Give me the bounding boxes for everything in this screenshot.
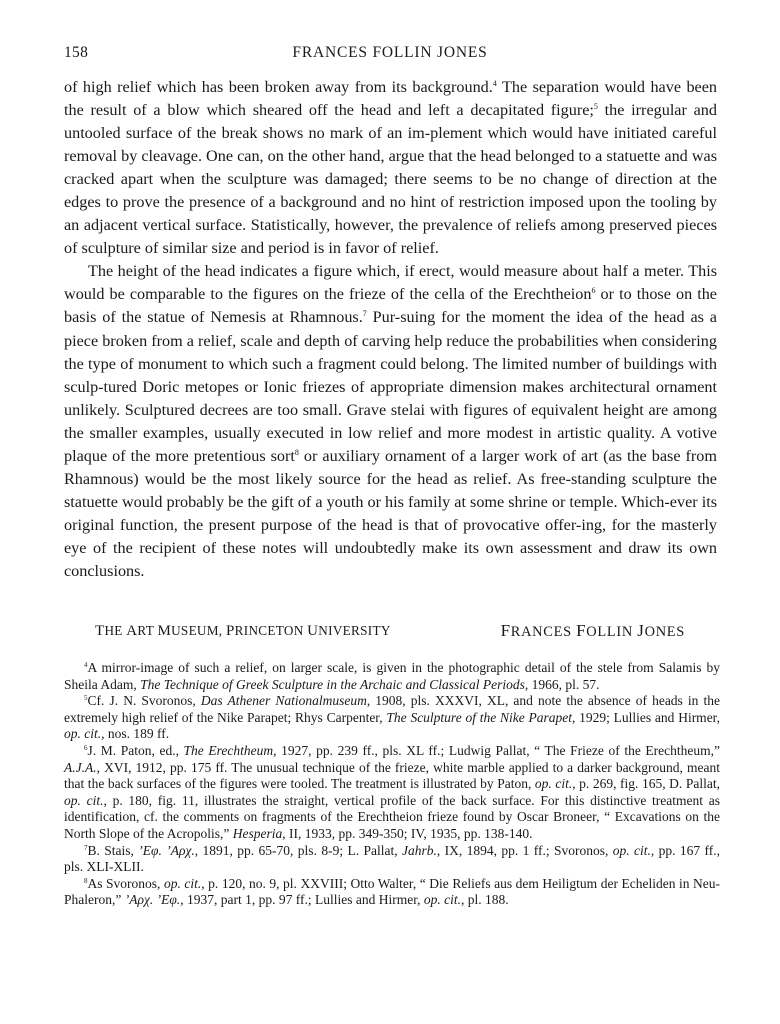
- cited-title: ’Eφ. ’Aρχ.: [138, 842, 195, 858]
- footnote-text: , 1937, part 1, pp. 97 ff.; Lullies and Hirmer,: [180, 892, 424, 908]
- cited-title: op. cit.: [534, 776, 573, 792]
- footnote-text: , XVI, 1912, pp. 175 ff. The unusual technique of the frieze, white marble applied to a darker background, meant that the back surfaces of the figures were tooled. The treatment is illustrated by Paton,: [64, 759, 720, 792]
- cited-title: A.J.A.: [64, 759, 97, 775]
- cited-title: op. cit.: [163, 875, 202, 891]
- cited-title: op. cit.: [423, 892, 462, 908]
- p1-text-c: the irregular and untooled surface of the break shows no mark of an im-plement which would have initiated careful removal by cleavage. One can, on the other hand, argue that the head belonged to a statuette and was cracked apart when the sculpture was damaged; there seems to be no change of direction at the edges to prove the presence of a background and no hint of restriction imposed upon the tooling by an adjacent vertical surface. Statistically, however, the prevalence of reliefs among preserved pieces of sculpture of similar size and period is in favor of relief.: [64, 101, 717, 258]
- cited-title: The Technique of Greek Sculpture in the Archaic and Classical Periods: [140, 676, 525, 692]
- cited-title: op. cit.: [612, 842, 651, 858]
- footnote-text: A mirror-image of such a relief, on larger scale, is given in the photographic detail of the stele from Salamis by Sheila Adam,: [64, 660, 720, 692]
- institution-name: THE ART MUSEUM, PRINCETON UNIVERSITY: [95, 623, 391, 639]
- footnote-text: , 1891, pp. 65-70, pls. 8-9; L. Pallat,: [194, 842, 402, 858]
- cited-title: op. cit.: [64, 792, 104, 808]
- p1-text-a: of high relief which has been broken away from its background.: [64, 78, 493, 96]
- cited-title: Jahrb.: [401, 842, 437, 858]
- footnote-number: 4: [84, 661, 88, 669]
- footnote-text: , pl. 188.: [461, 892, 509, 908]
- author-name: FRANCES FOLLIN JONES: [500, 621, 685, 640]
- p2-text-b: or to those on the basis of the statue of Nemesis at Rhamnous.: [64, 285, 717, 327]
- footnote-text: , IX, 1894, pp. 1 ff.; Svoronos,: [436, 842, 613, 858]
- footnote-text: , 1966, pl. 57.: [524, 676, 600, 692]
- footnote-text: , 1908, pls. XXXVI, XL, and note the absence of heads in the extremely high relief of the Nike Parapet; Rhys Carpenter,: [64, 693, 720, 725]
- body-paragraph-2: [64, 260, 717, 583]
- footnote-ref-8[interactable]: 8: [294, 447, 299, 457]
- p2-text-a: The height of the head indicates a figure which, if erect, would measure about half a meter. This would be comparable to the figures on the frieze of the cella of the Erechtheion: [64, 262, 717, 304]
- cited-title: The Sculpture of the Nike Parapet: [386, 709, 572, 725]
- footnote-number: 7: [84, 843, 88, 852]
- footnote-text: , 1929; Lullies and Hirmer,: [572, 709, 721, 725]
- footnote-ref-4[interactable]: 4: [492, 79, 497, 88]
- footnote-text: , nos. 189 ff.: [101, 726, 170, 742]
- article-body: [64, 76, 717, 583]
- footnote-text: , II, 1933, pp. 349-350; IV, 1935, pp. 138-140.: [282, 825, 533, 841]
- footnote-text: , 1927, pp. 239 ff., pls. XL ff.; Ludwig Pallat, “ The Frieze of the Erechtheum,”: [273, 742, 720, 758]
- footnote-text: , p. 180, fig. 11, illustrates the straight, vertical profile of the back surface. For this distinctive treatment as identification, cf. the comments on fragments of the Erechtheion frieze found by Oscar Broneer, “ Excavations on the North Slope of the Acropolis,”: [64, 792, 720, 841]
- footnote-8: [64, 876, 720, 909]
- footnote-ref-5[interactable]: 5: [593, 102, 598, 112]
- footnote-number: 8: [84, 876, 88, 885]
- footnote-number: 6: [84, 743, 88, 752]
- cited-title: op. cit.: [64, 726, 102, 742]
- footnote-ref-6[interactable]: 6: [591, 286, 596, 296]
- footnote-ref-7[interactable]: 7: [362, 309, 367, 319]
- p2-text-c: Pur-suing for the moment the idea of the head as a piece broken from a relief, scale and depth of carving help reduce the probabilities when considering the type of monument to which such a fragment could belong. The limited number of buildings with sculp-tured Doric metopes or Ionic friezes of appropriate dimension makes architectural ornament unlikely. Sculptured decrees are too small. Grave stelai with figures of equivalent height are among the smaller examples, usually executed in low relief and more modest in artistic quality. A votive plaque of the more pretentious sort: [64, 308, 717, 465]
- p1-text-b: The separation would have been the result of a blow which sheared off the head and left a decapitated figure;: [64, 78, 717, 120]
- footnotes: [64, 660, 720, 909]
- footnote-text: , p. 120, no. 9, pl. XXVIII; Otto Walter, “ Die Reliefs aus dem Heiligtum der Echeliden in Neu-Phaleron,”: [64, 875, 721, 908]
- cited-title: The Erechtheum: [183, 742, 274, 758]
- footnote-text: B. Stais,: [87, 842, 139, 858]
- body-paragraph-1: [64, 76, 717, 260]
- footnote-5: [64, 693, 720, 743]
- footnote-text: As Svoronos,: [87, 875, 164, 891]
- footnote-6: [64, 743, 720, 843]
- footnote-text: , pp. 167 ff., pls. XLI-XLII.: [64, 842, 720, 875]
- footnote-4: [64, 660, 720, 693]
- running-title: FRANCES FOLLIN JONES: [292, 44, 488, 61]
- p2-text-d: or auxiliary ornament of a larger work of art (as the base from Rhamnous) would be the most likely source for the head as relief. As free-standing sculpture the statuette would probably be the gift of a youth or his family at some shrine or temple. Which-ever its original function, the present purpose of the head is that of provocative offer-ing, for the masterly eye of the recipient of these notes will undoubtedly make its own assessment and draw its own conclusions.: [64, 446, 717, 580]
- cited-title: Hesperia: [232, 825, 283, 841]
- footnote-text: J. M. Paton, ed.,: [87, 742, 184, 758]
- footnote-text: , p. 269, fig. 165, D. Pallat,: [572, 776, 720, 792]
- page-number: 158: [64, 44, 89, 61]
- footnote-text: Cf. J. N. Svoronos,: [87, 693, 201, 709]
- running-header: [64, 44, 716, 64]
- footnote-number: 5: [84, 694, 88, 703]
- signature-line: [95, 621, 685, 641]
- cited-title: ’Aρχ. ’Eφ.: [124, 892, 181, 908]
- cited-title: Das Athener Nationalmuseum: [200, 693, 367, 709]
- footnote-7: [64, 843, 720, 876]
